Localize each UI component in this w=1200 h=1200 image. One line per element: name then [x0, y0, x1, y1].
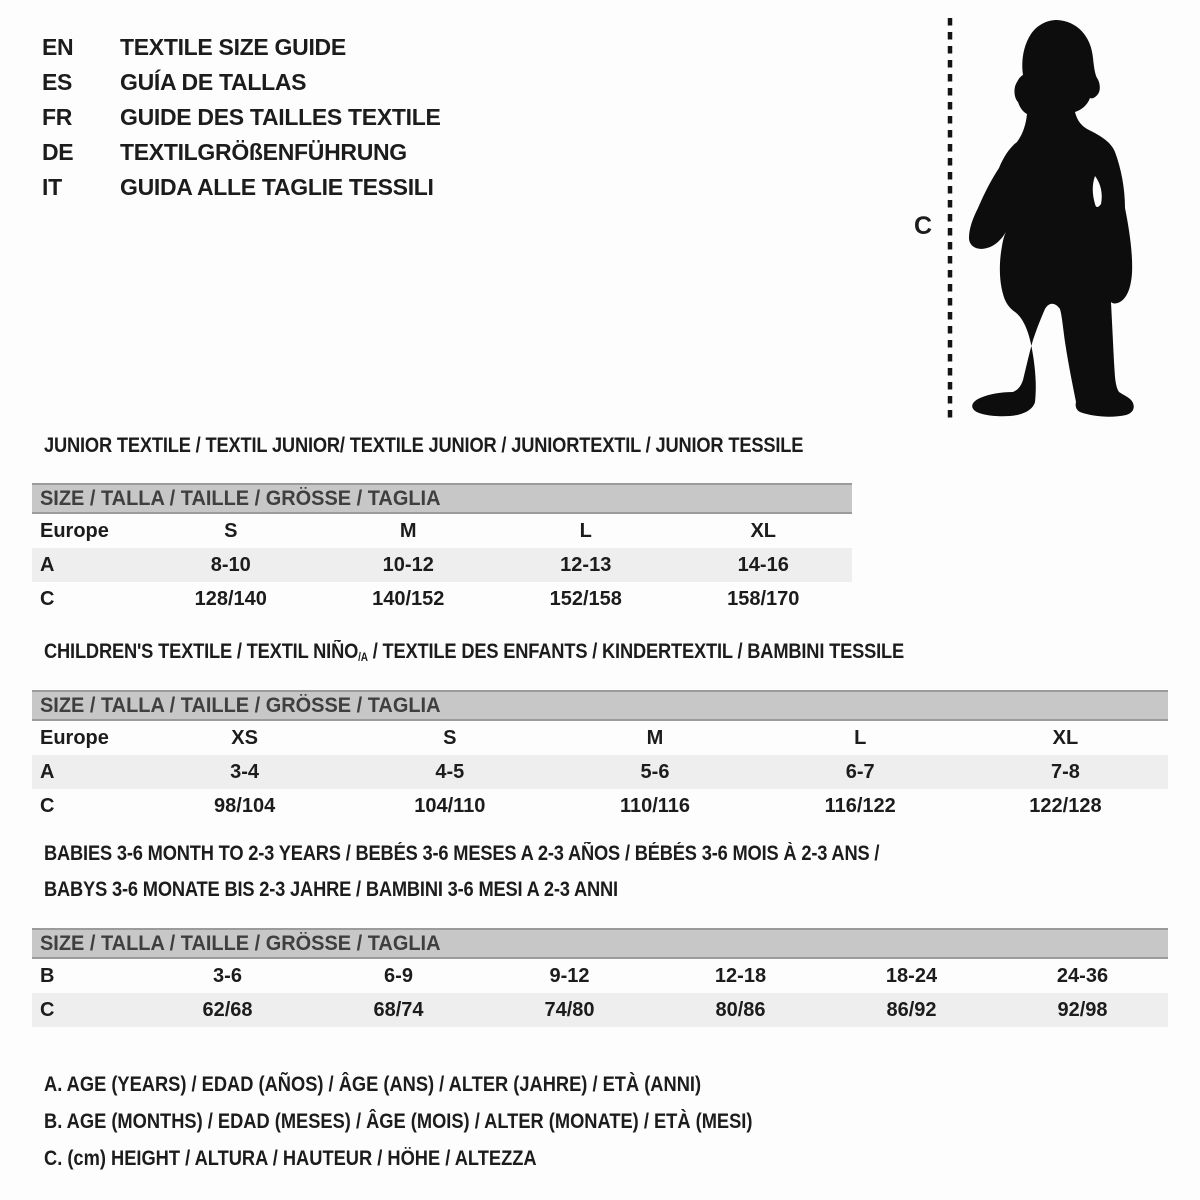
- lang-label: GUIDE DES TAILLES TEXTILE: [120, 104, 441, 130]
- children-size-table: [32, 690, 1168, 823]
- size-cell: 3-6: [213, 964, 242, 987]
- legend-line-a: A. AGE (YEARS) / EDAD (AÑOS) / ÂGE (ANS) / ALTER (JAHRE) / ETÀ (ANNI): [44, 1072, 702, 1096]
- size-cell: 74/80: [544, 998, 595, 1021]
- size-cell: 152/158: [549, 587, 622, 610]
- table-row: [32, 548, 852, 582]
- size-cell: 7-8: [1050, 760, 1080, 783]
- table-row: [32, 755, 1168, 789]
- size-cell: XL: [1052, 726, 1079, 749]
- size-cell: L: [579, 519, 592, 542]
- size-cell: 122/128: [1029, 794, 1102, 817]
- size-cell: 14-16: [737, 553, 789, 576]
- junior-section-title: JUNIOR TEXTILE / TEXTIL JUNIOR/ TEXTILE JUNIOR / JUNIORTEXTIL / JUNIOR TESSILE: [44, 434, 804, 457]
- nino-a-subscript: /A: [358, 651, 368, 664]
- lang-row-it: [42, 170, 441, 205]
- height-measure-label: C: [914, 212, 933, 240]
- size-cell: 140/152: [372, 587, 445, 610]
- size-guide-figure: [920, 14, 1145, 426]
- size-cell: 6-7: [845, 760, 875, 783]
- lang-label: GUÍA DE TALLAS: [120, 69, 307, 95]
- language-list: [42, 30, 441, 205]
- table-row: [32, 721, 1168, 755]
- table-header-bar: SIZE / TALLA / TAILLE / GRÖSSE / TAGLIA: [32, 483, 852, 514]
- children-section-title: CHILDREN'S TEXTILE / TEXTIL $NIÑO_{/A}$ / TEXTILE DES ENFANTS / KINDERTEXTIL / BAMBINI TESSILE: [44, 640, 905, 664]
- size-cell: 24-36: [1056, 964, 1109, 987]
- size-cell: L: [854, 726, 867, 749]
- legend-line-c: C. (cm) HEIGHT / ALTURA / HAUTEUR / HÖHE / ALTEZZA: [44, 1146, 537, 1170]
- size-cell: 80/86: [715, 998, 766, 1021]
- toddler-silhouette: [969, 20, 1134, 417]
- babies-section-title: BABIES 3-6 MONTH TO 2-3 YEARS / BEBÉS 3-6 MESES A 2-3 AÑOS / BÉBÉS 3-6 MOIS À 2-3 ANS / BABYS 3-6 MONATE BIS 2-3 JAHRE / BAMBINI 3-6 MESI A 2-3 ANNI: [44, 842, 880, 901]
- size-cell: XS: [231, 726, 258, 749]
- row-label: Europe: [40, 726, 109, 749]
- size-cell: 10-12: [382, 553, 434, 576]
- table-row: [32, 514, 852, 548]
- lang-code: ES: [42, 69, 73, 95]
- lang-row-en: [42, 30, 441, 65]
- legend-line-b: B. AGE (MONTHS) / EDAD (MESES) / ÂGE (MOIS) / ALTER (MONATE) / ETÀ (MESI): [44, 1109, 753, 1133]
- size-cell: S: [224, 519, 238, 542]
- row-label: A: [40, 760, 55, 783]
- size-cell: 104/110: [414, 794, 486, 817]
- size-cell: 6-9: [384, 964, 413, 987]
- size-cell: 5-6: [640, 760, 670, 783]
- row-label: B: [40, 964, 55, 987]
- measurement-legend: [44, 1066, 858, 1177]
- size-cell: 110/116: [619, 794, 691, 817]
- size-cell: 4-5: [435, 760, 465, 783]
- lang-row-de: [42, 135, 441, 170]
- size-cell: 128/140: [194, 587, 267, 610]
- row-label: C: [40, 587, 55, 610]
- size-cell: 9-12: [549, 964, 590, 987]
- size-cell: M: [399, 519, 417, 542]
- size-cell: 98/104: [214, 794, 276, 817]
- size-cell: XL: [750, 519, 777, 542]
- table-row: [32, 993, 1168, 1027]
- lang-code: DE: [42, 139, 74, 165]
- table-header-bar: SIZE / TALLA / TAILLE / GRÖSSE / TAGLIA: [32, 690, 1168, 721]
- size-cell: 18-24: [885, 964, 938, 987]
- row-label: C: [40, 998, 55, 1021]
- row-label: A: [40, 553, 55, 576]
- lang-row-es: [42, 65, 441, 100]
- row-label: C: [40, 794, 55, 817]
- size-cell: 68/74: [373, 998, 424, 1021]
- size-cell: 3-4: [230, 760, 260, 783]
- lang-row-fr: [42, 100, 441, 135]
- size-cell: M: [646, 726, 664, 749]
- table-row: [32, 789, 1168, 823]
- size-cell: 158/170: [727, 587, 800, 610]
- table-row: [32, 582, 852, 616]
- size-cell: 116/122: [824, 794, 896, 817]
- row-label: Europe: [40, 519, 109, 542]
- size-cell: 92/98: [1057, 998, 1108, 1021]
- lang-label: TEXTILE SIZE GUIDE: [120, 34, 346, 60]
- table-row: [32, 959, 1168, 993]
- size-cell: S: [443, 726, 457, 749]
- size-cell: 62/68: [202, 998, 253, 1021]
- lang-code: FR: [42, 104, 73, 130]
- junior-size-table: [32, 483, 852, 616]
- table-header-bar: SIZE / TALLA / TAILLE / GRÖSSE / TAGLIA: [32, 928, 1168, 959]
- size-cell: 12-18: [714, 964, 767, 987]
- size-cell: 8-10: [210, 553, 251, 576]
- size-cell: 12-13: [560, 553, 612, 576]
- babies-size-table: [32, 928, 1168, 1027]
- lang-label: GUIDA ALLE TAGLIE TESSILI: [120, 174, 434, 200]
- size-cell: 86/92: [886, 998, 937, 1021]
- lang-code: EN: [42, 34, 74, 60]
- lang-label: TEXTILGRÖßENFÜHRUNG: [120, 139, 407, 165]
- lang-code: IT: [42, 174, 62, 200]
